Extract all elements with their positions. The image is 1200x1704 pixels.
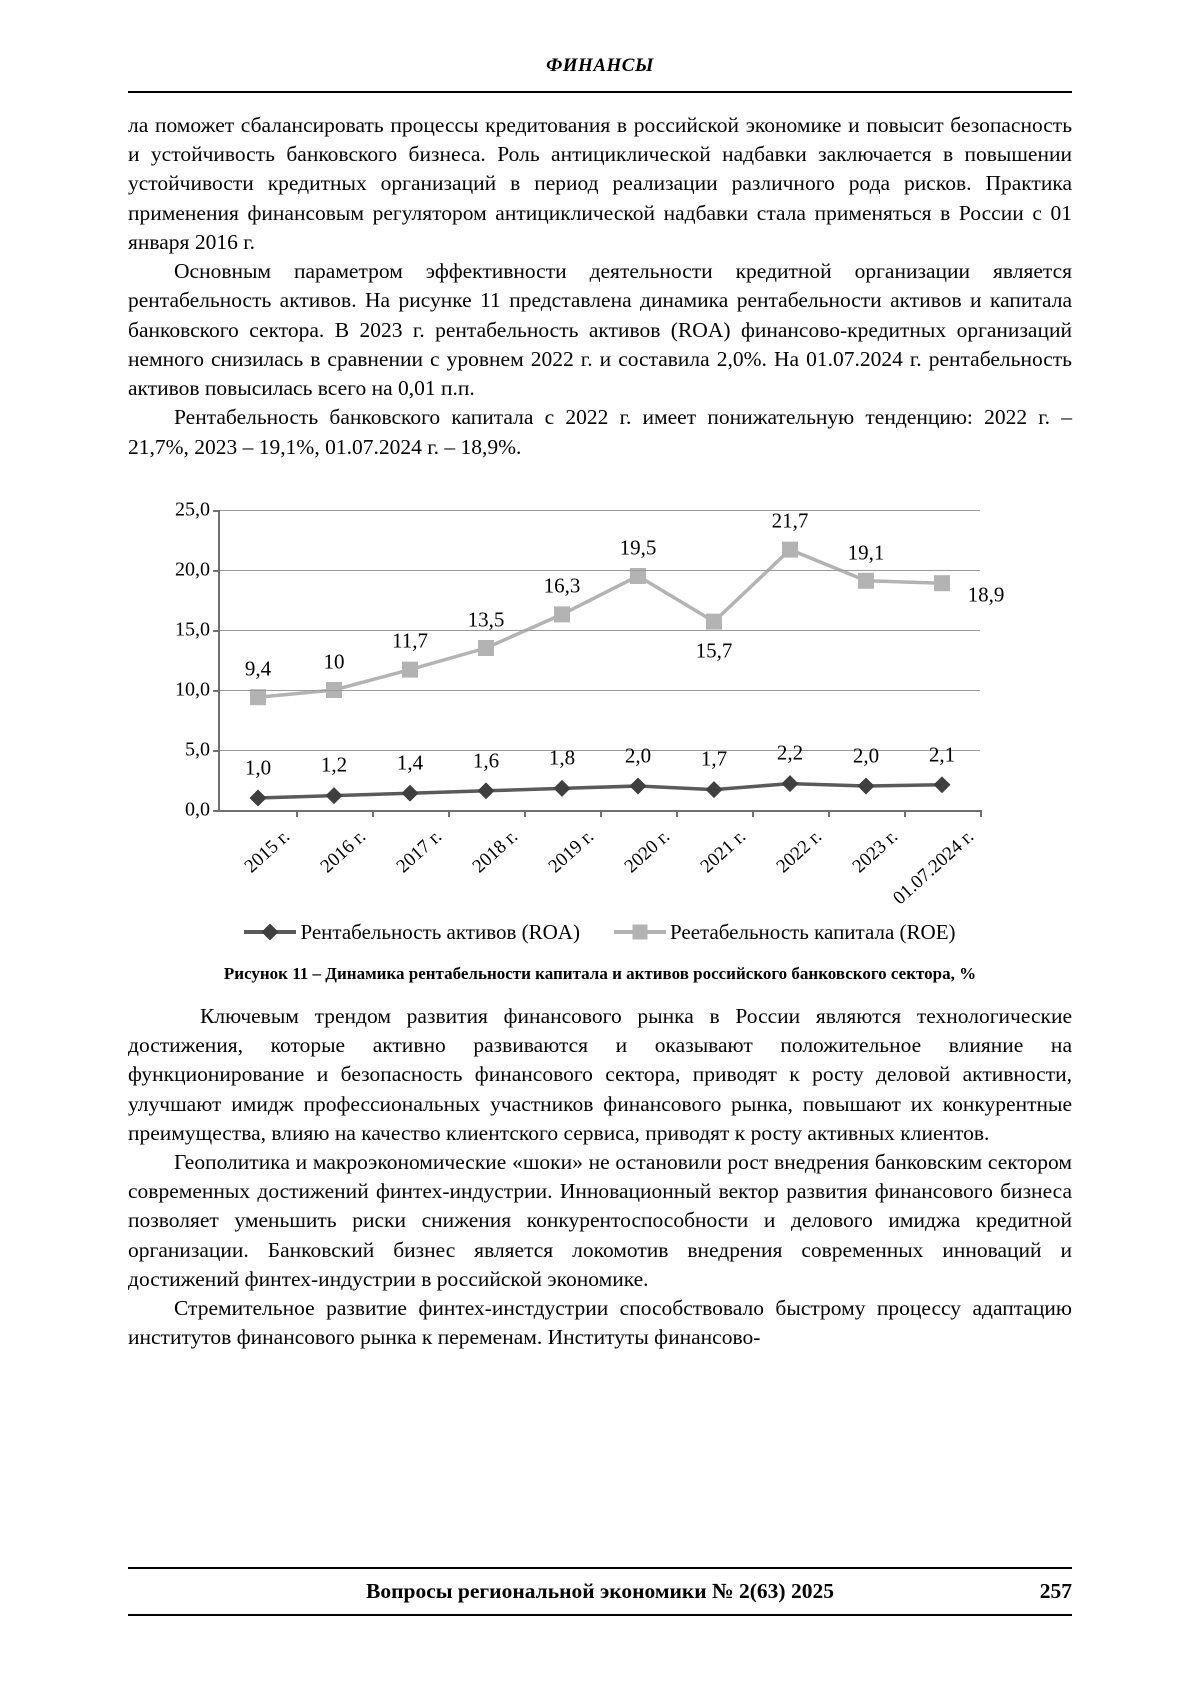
chart-x-tick-mark xyxy=(676,810,678,817)
chart-data-point xyxy=(782,775,799,792)
chart-data-point xyxy=(326,787,343,804)
chart-gridline xyxy=(220,510,980,511)
chart-data-label: 2,0 xyxy=(624,743,652,768)
footer-journal: Вопросы региональной экономики № 2(63) 2025 xyxy=(366,1579,834,1603)
chart-y-tick-mark xyxy=(213,630,220,632)
paragraph-3: Рентабельность банковского капитала с 2022 г. имеет понижательную тенденцию: 2022 г. – 21,7%, 2023 – 19,1%, 01.07.2024 г. – 18,9%. xyxy=(128,405,1072,459)
paragraph-2: Основным параметром эффективности деятельности кредитной организации является рентабельность активов. На рисунке 11 представлена динамика рентабельности активов и капитала банковского сектора. В 2023 г. рентабельность активов (ROA) финансово-кредитных организаций немного снизилась в сравнении с уровнем 2022 г. и составила 2,0%. На 01.07.2024 г. рентабельность активов повысилась всего на 0,01 п.п. xyxy=(128,259,1072,401)
header-rule xyxy=(128,91,1072,93)
chart-x-tick-label: 01.07.2024 г. xyxy=(889,825,979,909)
chart-data-label: 1,4 xyxy=(396,750,424,775)
chart-data-label: 1,7 xyxy=(700,746,728,771)
chart-legend xyxy=(128,920,1072,945)
legend-item-roa xyxy=(244,920,580,945)
chart-data-label: 2,1 xyxy=(928,742,956,767)
chart-data-point xyxy=(402,661,418,677)
running-head: ФИНАНСЫ xyxy=(546,55,654,76)
chart-y-tick-label: 5,0 xyxy=(185,738,210,761)
chart-data-point xyxy=(250,689,266,705)
chart-x-tick-label: 2019 г. xyxy=(544,825,599,877)
figure-11 xyxy=(128,488,1072,984)
chart-data-label: 15,7 xyxy=(695,638,733,663)
legend-item-roe xyxy=(614,920,956,945)
footer-page-number: 257 xyxy=(1039,1579,1072,1603)
chart-y-tick-label: 25,0 xyxy=(175,498,210,521)
chart-data-point xyxy=(706,781,723,798)
chart-x-tick-label: 2015 г. xyxy=(240,825,295,877)
chart-gridline xyxy=(220,630,980,631)
chart-x-tick-label: 2023 г. xyxy=(848,825,903,877)
chart-line-roa xyxy=(258,783,942,797)
chart-data-point xyxy=(858,573,874,589)
chart-x-tick-label: 2022 г. xyxy=(772,825,827,877)
body-text-bottom xyxy=(128,1002,1072,1353)
legend-marker-diamond-icon xyxy=(244,930,296,934)
chart-x-tick-label: 2018 г. xyxy=(468,825,523,877)
chart-x-tick-mark xyxy=(904,810,906,817)
footer-rule-bottom xyxy=(128,1614,1072,1616)
chart-plot-area xyxy=(175,498,1005,909)
chart-data-label: 19,1 xyxy=(847,540,885,565)
chart-data-point xyxy=(554,780,571,797)
chart-data-label: 1,2 xyxy=(320,752,348,777)
chart-data-point xyxy=(250,789,267,806)
chart-x-tick-label: 2020 г. xyxy=(620,825,675,877)
chart-y-tick-mark xyxy=(213,690,220,692)
chart-x-tick-mark xyxy=(828,810,830,817)
chart-y-tick-mark xyxy=(213,810,220,812)
paragraph-4: Ключевым трендом развития финансового рынка в России являются технологические достижения, которые активно развиваются и оказывают положительное влияние на функционирование и безопасность финансового сектора, приводят к росту деловой активности, улучшают имидж профессиональных участников финансового рынка, повышают их конкурентные преимущества, влияю на качество клиентского сервиса, приводят к росту активных клиентов. xyxy=(128,1003,1072,1145)
chart-data-label: 10 xyxy=(323,649,345,674)
legend-label-roa: Рентабельность активов (ROA) xyxy=(300,919,580,944)
chart-data-label: 2,2 xyxy=(776,740,804,765)
legend-marker-square-icon xyxy=(614,930,666,934)
chart-y-tick-label: 20,0 xyxy=(175,558,210,581)
chart-x-tick-mark xyxy=(296,810,298,817)
chart-x-tick-mark xyxy=(524,810,526,817)
chart-y-tick-label: 15,0 xyxy=(175,618,210,641)
chart-data-label: 19,5 xyxy=(619,535,657,560)
legend-label-roe: Реетабельность капитала (ROE) xyxy=(669,919,956,944)
paragraph-1: ла поможет сбалансировать процессы кредитования в российской экономике и повысит безопасность и устойчивость банковского бизнеса. Роль антициклической надбавки заключается в повышении устойчивости кредитных организаций в период реализации различного рода рисков. Практика применения финансовым регулятором антициклической надбавки стала применяться в России с 01 января 2016 г. xyxy=(128,113,1072,254)
chart-x-tick-mark xyxy=(980,810,982,817)
chart-y-tick-label: 0,0 xyxy=(185,798,210,821)
chart-data-point xyxy=(478,782,495,799)
footer-rule-top xyxy=(128,1567,1072,1569)
chart-data-point xyxy=(706,613,722,629)
chart-container xyxy=(128,488,1072,958)
chart-x-tick-label: 2016 г. xyxy=(316,825,371,877)
chart-data-label: 16,3 xyxy=(543,573,581,598)
chart-data-point xyxy=(934,776,951,793)
chart-data-point xyxy=(782,541,798,557)
chart-x-tick-label: 2017 г. xyxy=(392,825,447,877)
paragraph-5: Геополитика и макроэкономические «шоки» не остановили рост внедрения банковским сектором современных достижений финтех-индустрии. Инновационный вектор развития финансового бизнеса позволяет уменьшить риски снижения конкурентоспособности и делового имиджа кредитной организации. Банковский бизнес является локомотив внедрения современных инноваций и достижений финтех-индустрии в российской экономике. xyxy=(128,1149,1072,1291)
chart-data-point xyxy=(554,606,570,622)
chart-x-tick-mark xyxy=(752,810,754,817)
chart-data-label: 2,0 xyxy=(852,743,880,768)
chart-y-tick-mark xyxy=(213,510,220,512)
chart-data-label: 13,5 xyxy=(467,607,505,632)
chart-data-point xyxy=(402,785,419,802)
chart-y-tick-mark xyxy=(213,750,220,752)
chart-gridline xyxy=(220,690,980,691)
chart-x-tick-mark xyxy=(448,810,450,817)
page-footer xyxy=(128,1567,1072,1616)
footer-row xyxy=(128,1579,1072,1604)
chart-data-label: 1,6 xyxy=(472,748,500,773)
chart-data-label: 1,8 xyxy=(548,745,576,770)
chart-y-tick-label: 10,0 xyxy=(175,678,210,701)
chart-data-label: 21,7 xyxy=(771,508,809,533)
chart-data-point xyxy=(858,777,875,794)
chart-data-point xyxy=(630,777,647,794)
chart-data-point xyxy=(478,640,494,656)
body-text-top xyxy=(128,111,1072,462)
figure-caption: Рисунок 11 – Динамика рентабельности капитала и активов российского банковского сектора, % xyxy=(223,963,977,983)
chart-x-tick-mark xyxy=(600,810,602,817)
chart-x-tick-label: 2021 г. xyxy=(696,825,751,877)
chart-data-label: 9,4 xyxy=(244,656,272,681)
chart-data-label: 18,9 xyxy=(967,582,1005,607)
chart-data-point xyxy=(934,575,950,591)
chart-x-tick-mark xyxy=(372,810,374,817)
chart-line-roe xyxy=(258,549,942,697)
chart-gridline xyxy=(220,570,980,571)
chart-data-label: 11,7 xyxy=(392,628,428,653)
chart-data-label: 1,0 xyxy=(244,755,272,780)
paragraph-6: Стремительное развитие финтех-инстдустрии способствовало быстрому процессу адаптацию институтов финансового рынка к переменам. Институты финансово- xyxy=(128,1296,1072,1350)
chart-y-tick-mark xyxy=(213,570,220,572)
